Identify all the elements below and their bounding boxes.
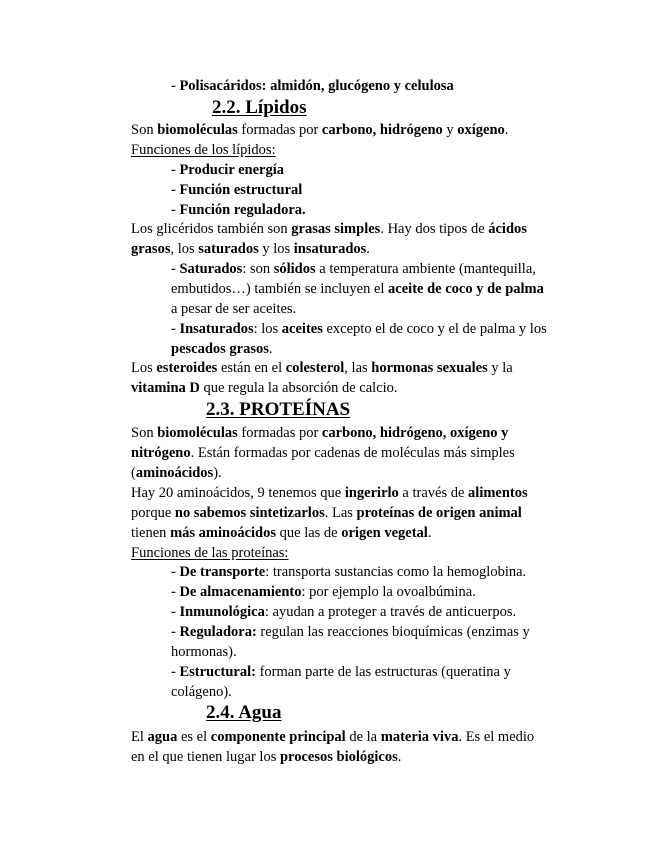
list-item [171,200,306,220]
text-run: : son [242,261,274,277]
heading-agua [206,701,282,725]
bold-text: - Inmunológica [171,604,265,620]
bold-text: pescados grasos [171,341,269,357]
bold-text: agua [147,729,178,745]
bold-text: - De transporte [171,564,266,580]
text-run: . [397,749,402,765]
text-run: es el [177,729,211,745]
text-run: Funciones de los lípidos: [131,142,276,158]
polisacaridos-line [171,76,454,96]
bold-text: materia viva [380,729,459,745]
paragraph-line [131,747,401,767]
text-run: ( [131,465,136,481]
paragraph-line [131,523,431,543]
text-run: . Hay dos tipos de [380,221,489,237]
text-run: y [442,122,458,138]
bold-text: - Saturados [171,261,243,277]
text-run: Son [131,122,158,138]
bold-text: ácidos [488,221,527,237]
bold-text: origen vegetal [341,525,428,541]
text-run: Funciones de las proteínas: [131,545,289,561]
text-run: que regula la absorción de calcio. [199,380,398,396]
list-item [171,602,516,622]
bold-text: 2.2. Lípidos [212,97,307,118]
bold-text: - Polisacáridos: almidón, glucógeno y celulosa [171,78,454,94]
text-run: porque [131,505,175,521]
text-run: . Están formadas por cadenas de moléculas más simples [190,445,515,461]
text-run: , las [344,360,372,376]
bold-text: 2.3. PROTEÍNAS [206,399,351,420]
text-run: embutidos…) también se incluyen el [171,281,389,297]
bold-text: - Producir energía [171,162,285,178]
text-run: , los [170,241,199,257]
text-run: están en el [217,360,286,376]
paragraph-line [131,239,370,259]
bold-text: biomoléculas [157,425,238,441]
bold-text: biomoléculas [157,122,238,138]
text-run: Hay 20 aminoácidos, 9 tenemos que [131,485,345,501]
bold-text: más aminoácidos [170,525,277,541]
paragraph-line [131,483,528,503]
text-run: que las de [276,525,342,541]
text-run: Son [131,425,158,441]
list-item [171,180,302,200]
text-run: . Es el medio [458,729,535,745]
bold-text: - Función estructural [171,182,303,198]
text-run: y la [487,360,513,376]
text-run: y los [258,241,294,257]
text-run: . [366,241,370,257]
bold-text: insaturados [293,241,367,257]
text-run: . [504,122,509,138]
list-item [171,582,476,602]
list-item-continuation [171,339,273,359]
bold-text: aceites [281,321,323,337]
bold-text: - Estructural: [171,664,256,680]
text-run: formadas por [237,122,322,138]
text-run: . [268,341,273,357]
list-item-continuation [171,642,237,662]
paragraph-line [131,503,522,523]
text-run: a pesar de ser aceites. [171,301,297,317]
text-run: Los glicéridos también son [131,221,292,237]
text-run: colágeno). [171,684,232,700]
bold-text: procesos biológicos [279,749,398,765]
text-run: a través de [398,485,469,501]
list-item [171,160,284,180]
paragraph-line [131,423,508,443]
paragraph-line [131,727,534,747]
text-run: . [427,525,432,541]
bold-text: 2.4. Agua [206,702,282,723]
text-run: en el que tienen lugar los [131,749,280,765]
list-item [171,562,526,582]
heading-proteinas [206,398,350,422]
bold-text: hormonas sexuales [371,360,488,376]
lipidos-definition [131,120,508,140]
bold-text: aceite de coco y de palma [388,281,544,297]
list-item [171,622,530,642]
bold-text: sólidos [273,261,316,277]
list-item-continuation [171,279,544,299]
text-run: : por ejemplo la ovoalbúmina. [301,584,476,600]
bold-text: proteínas de origen animal [356,505,522,521]
text-run: ). [213,465,222,481]
paragraph-line [131,358,513,378]
bold-text: saturados [198,241,259,257]
text-run: Los [131,360,157,376]
text-run: a temperatura ambiente (mantequilla, [315,261,536,277]
text-run: excepto el de coco y el de palma y los [322,321,547,337]
text-run: : los [253,321,282,337]
bold-text: vitamina D [131,380,200,396]
paragraph-line [131,219,527,239]
bold-text: ingerirlo [344,485,399,501]
bold-text: esteroides [156,360,218,376]
text-run: : ayudan a proteger a través de anticuerpos. [264,604,517,620]
list-item [171,662,511,682]
text-run: forman parte de las estructuras (queratina y [255,664,511,680]
bold-text: - Insaturados [171,321,254,337]
proteinas-funciones-title [131,543,288,563]
list-item [171,259,536,279]
bold-text: oxígeno [457,122,505,138]
bold-text: grasas simples [291,221,381,237]
lipidos-funciones-title [131,140,276,160]
text-run: : transporta sustancias como la hemoglobina. [265,564,527,580]
list-item-continuation [171,299,296,319]
heading-lipidos [212,96,307,120]
bold-text: colesterol [285,360,345,376]
bold-text: grasos [131,241,171,257]
bold-text: componente principal [210,729,346,745]
list-item [171,319,547,339]
bold-text: - De almacenamiento [171,584,302,600]
text-run: El [131,729,148,745]
text-run: formadas por [237,425,322,441]
paragraph-line [131,378,398,398]
bold-text: carbono, hidrógeno, oxígeno y [321,425,509,441]
bold-text: nitrógeno [131,445,191,461]
text-run: regulan las reacciones bioquímicas (enzimas y [256,624,530,640]
paragraph-line [131,463,222,483]
bold-text: - Función reguladora. [171,202,306,218]
bold-text: carbono, hidrógeno [321,122,443,138]
paragraph-line [131,443,515,463]
bold-text: alimentos [468,485,528,501]
text-run: tienen [131,525,171,541]
list-item-continuation [171,682,232,702]
text-run: . Las [324,505,357,521]
bold-text: aminoácidos [135,465,214,481]
text-run: de la [345,729,381,745]
bold-text: - Reguladora: [171,624,257,640]
text-run: hormonas). [171,644,237,660]
bold-text: no sabemos sintetizarlos [174,505,325,521]
